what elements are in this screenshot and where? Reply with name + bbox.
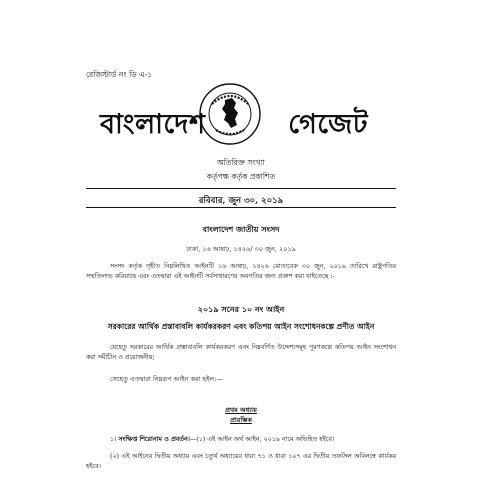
- place-date: ঢাকা, ১৬ আষাঢ়, ১৪২৬/ ৩০ জুন, ২০১৯: [186, 245, 296, 253]
- issue-date: রবিবার, জুন ৩০, ২০১৯: [198, 196, 284, 206]
- chapter-title: প্রারম্ভিক: [230, 416, 252, 424]
- section-1-heading: সংক্ষিপ্ত শিরোনাম ও প্রবর্তন।: [118, 436, 190, 443]
- masthead-bangladesh: বাংলাদেশ: [100, 109, 206, 140]
- act-title: সরকারের আর্থিক প্রস্তাবাবলি কার্যকরকরণ এবং কতিপয় আইন সংশোধনকল্পে প্রণীত আইন: [107, 322, 375, 331]
- intro-paragraph: সংসদ কর্তৃক গৃহীত নিম্নলিখিত আইনটি ১৬ আষাঢ়, ১৪২৬ মোতাবেক ৩০ জুন, ২০১৯ তারিখে রাষ্ট্রপতির সম্মতিলাভ করিয়াছে এবং এতদ্বারা এই আইনটি সর্বসাধারণের অবগতির জন্য প্রকাশ করা যাইতেছে :-: [86, 263, 396, 280]
- gazette-masthead: [86, 82, 396, 152]
- enactment-line: সেহেতু এতদ্বারা নিম্নরূপ আইন করা হইল:—: [110, 375, 223, 383]
- government-seal-icon: [198, 82, 262, 146]
- registration-number: রেজিস্টার্ড নং ডি এ-১: [86, 70, 153, 79]
- divider-bottom: [86, 207, 396, 208]
- extraordinary-issue: অতিরিক্ত সংখ্যা: [217, 158, 265, 167]
- preamble-paragraph: যেহেতু সরকারের আর্থিক প্রস্তাবাবলি কার্যকরকরণ এবং নিম্নবর্ণিত উদ্দেশ্যসমূহ পূরণকল্পে কতিপয় আইন সংশোধন করা সমীচীন ও প্রয়োজনীয়;: [86, 344, 396, 361]
- act-number: ২০১৯ সনের ১০ নং আইন: [197, 304, 285, 314]
- section-1-text: —(১) এই আইন অর্থ আইন, ২০১৯ নামে অভিহিত হইবে।: [189, 436, 335, 443]
- masthead-gazette: গেজেট: [288, 109, 368, 140]
- section-1-subsection-2: (২) এই আইনের দ্বিতীয় অধ্যায় এবং চতুর্থ অধ্যায়ের ধারা ৭১ ও ধারা ১০৭ এর দ্বিতীয় তফসিল অবিলম্বে কার্যকর হইবে।: [86, 453, 396, 470]
- divider-top: [86, 188, 396, 189]
- publisher-line: কর্তৃপক্ষ কর্তৃক প্রকাশিত: [206, 172, 276, 181]
- chapter-heading: প্রথম অধ্যায়: [225, 406, 257, 414]
- section-1-number: ১।: [110, 436, 117, 443]
- parliament-heading: বাংলাদেশ জাতীয় সংসদ: [202, 224, 280, 234]
- section-1: [110, 434, 396, 445]
